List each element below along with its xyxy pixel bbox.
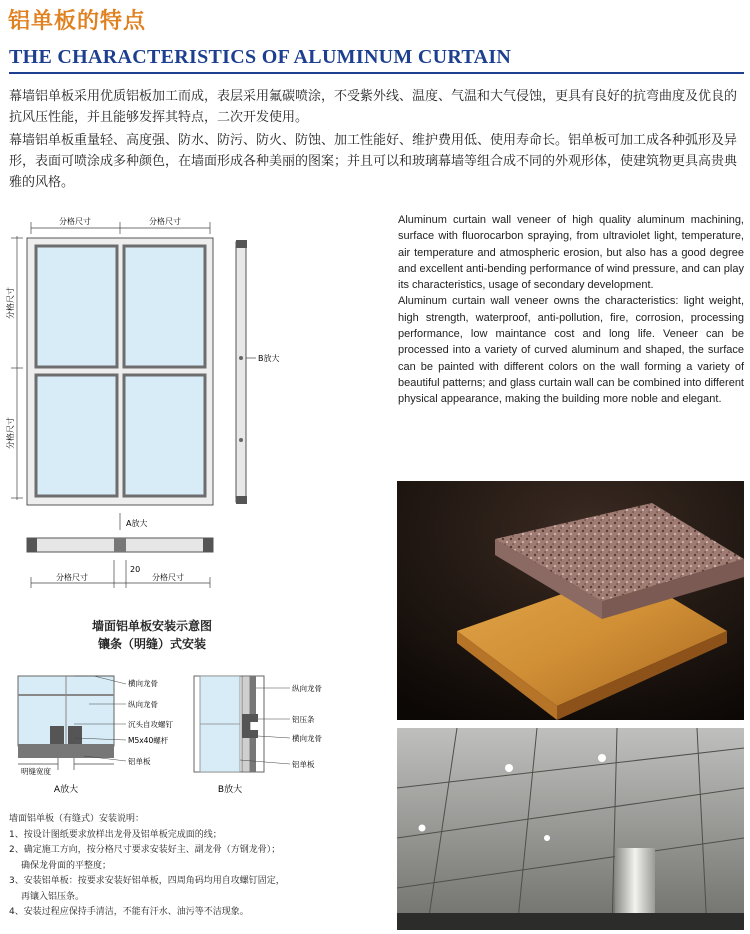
instruction-line: 3、安装铝单板：按要求安装好铝单板，四周角码均用自攻螺钉固定， <box>9 876 285 886</box>
instruction-line: 1、按设计图纸要求放样出龙骨及铝单板完成面的线； <box>9 829 222 840</box>
detail-b-diagram <box>190 664 390 799</box>
english-paragraph-1: Aluminum curtain wall veneer of high quality aluminum machining, surface with fluorocarbon spraying, from ultraviolet light, temperature, air temperature and atmospheric erosion, but also has a good degree and excellent anti-bending performance of wind pressure, and can play its characteristics, usage of secondary development. <box>398 214 744 292</box>
title-divider <box>9 72 744 74</box>
detail-a-label: 铝单板 <box>128 757 151 766</box>
detail-a-label: 横向龙骨 <box>128 679 158 688</box>
instructions-title: 墙面铝单板（有缝式）安装说明： <box>9 814 145 824</box>
installation-instructions <box>9 812 389 921</box>
gap-width-label: 明缝宽度 <box>21 767 51 776</box>
glass-panel <box>124 246 205 367</box>
english-title: THE CHARACTERISTICS OF ALUMINUM CURTAIN <box>9 46 512 68</box>
grid-size-label-top-1: 分格尺寸 <box>59 217 91 226</box>
grid-size-label-top-2: 分格尺寸 <box>149 217 181 226</box>
glass-panel <box>36 246 117 367</box>
b-enlarged-label: B放大 <box>258 354 280 363</box>
aluminum-panel-samples-photo <box>397 481 744 720</box>
detail-b-label: 铝单板 <box>292 760 315 769</box>
instruction-line: 2、确定施工方向，按分格尺寸要求安装好主、副龙骨（方钢龙骨）； <box>9 845 281 855</box>
instruction-line: 4、安装过程应保持手清洁，不能有汗水、油污等不洁现象。 <box>9 907 249 917</box>
instruction-line: 确保龙骨面的平整度； <box>21 860 112 871</box>
ceiling-installation-photo <box>397 728 744 930</box>
english-paragraph-2: Aluminum curtain wall veneer owns the characteristics: light weight, high strength, waterproof, anti-pollution, fire, corrosion, processing performance, low maintance cost and long life. Veneer can be processed into a variety of curved aluminum and shaped, the surface can be painted with different colors on the wall forming a variety of beautiful patterns; and glass curtain wall can be combined into different physical appearance, making the building more noble and elegant. <box>398 295 744 406</box>
chinese-title: 铝单板的特点 <box>8 9 147 34</box>
instruction-line: 再镶入铝压条。 <box>21 891 85 902</box>
glass-panel <box>36 375 117 496</box>
detail-a-label: 沉头自攻螺钉 <box>128 720 173 729</box>
glass-panel <box>124 375 205 496</box>
detail-a-title: A放大 <box>53 785 79 795</box>
detail-a-label: 纵向龙骨 <box>128 700 158 709</box>
curtain-wall-elevation-diagram <box>0 208 280 588</box>
detail-b-title: B放大 <box>217 785 243 795</box>
detail-b-label: 铝压条 <box>292 715 315 724</box>
grid-size-label-bottom-2: 分格尺寸 <box>152 573 184 582</box>
diagram-caption <box>52 617 252 653</box>
a-enlarged-label: A放大 <box>126 519 148 528</box>
chinese-paragraph-2: 幕墙铝单板重量轻、高度强、防水、防污、防火、防蚀、加工性能好、维护费用低、使用寿命长。铝单板可加工成各种弧形及异形，表面可喷涂成多种颜色，在墙面形成各种美丽的图案；并且可以和玻璃幕墙等组合成不同的外观形体，使建筑物更具高贵典雅的风格。 <box>9 133 738 190</box>
grid-size-label-left-2: 分格尺寸 <box>6 417 15 449</box>
detail-a-label: M5x40螺杆 <box>128 736 169 745</box>
detail-b-label: 纵向龙骨 <box>292 684 322 693</box>
gap-width-value: 20 <box>130 565 141 574</box>
english-description <box>398 212 744 408</box>
detail-b-label: 横向龙骨 <box>292 734 322 743</box>
grid-size-label-left-1: 分格尺寸 <box>6 287 15 319</box>
diagram-caption-line-2: 镶条（明缝）式安装 <box>97 637 206 651</box>
detail-a-diagram <box>14 664 194 799</box>
diagram-caption-line-1: 墙面铝单板安装示意图 <box>91 619 212 633</box>
chinese-paragraph-1: 幕墙铝单板采用优质铝板加工而成，表层采用氟碳喷涂，不受紫外线、温度、气温和大气侵蚀，更具有良好的抗弯曲度及优良的抗风压性能，并且能够发挥其特点，二次开发使用。 <box>9 89 738 125</box>
grid-size-label-bottom-1: 分格尺寸 <box>56 573 88 582</box>
